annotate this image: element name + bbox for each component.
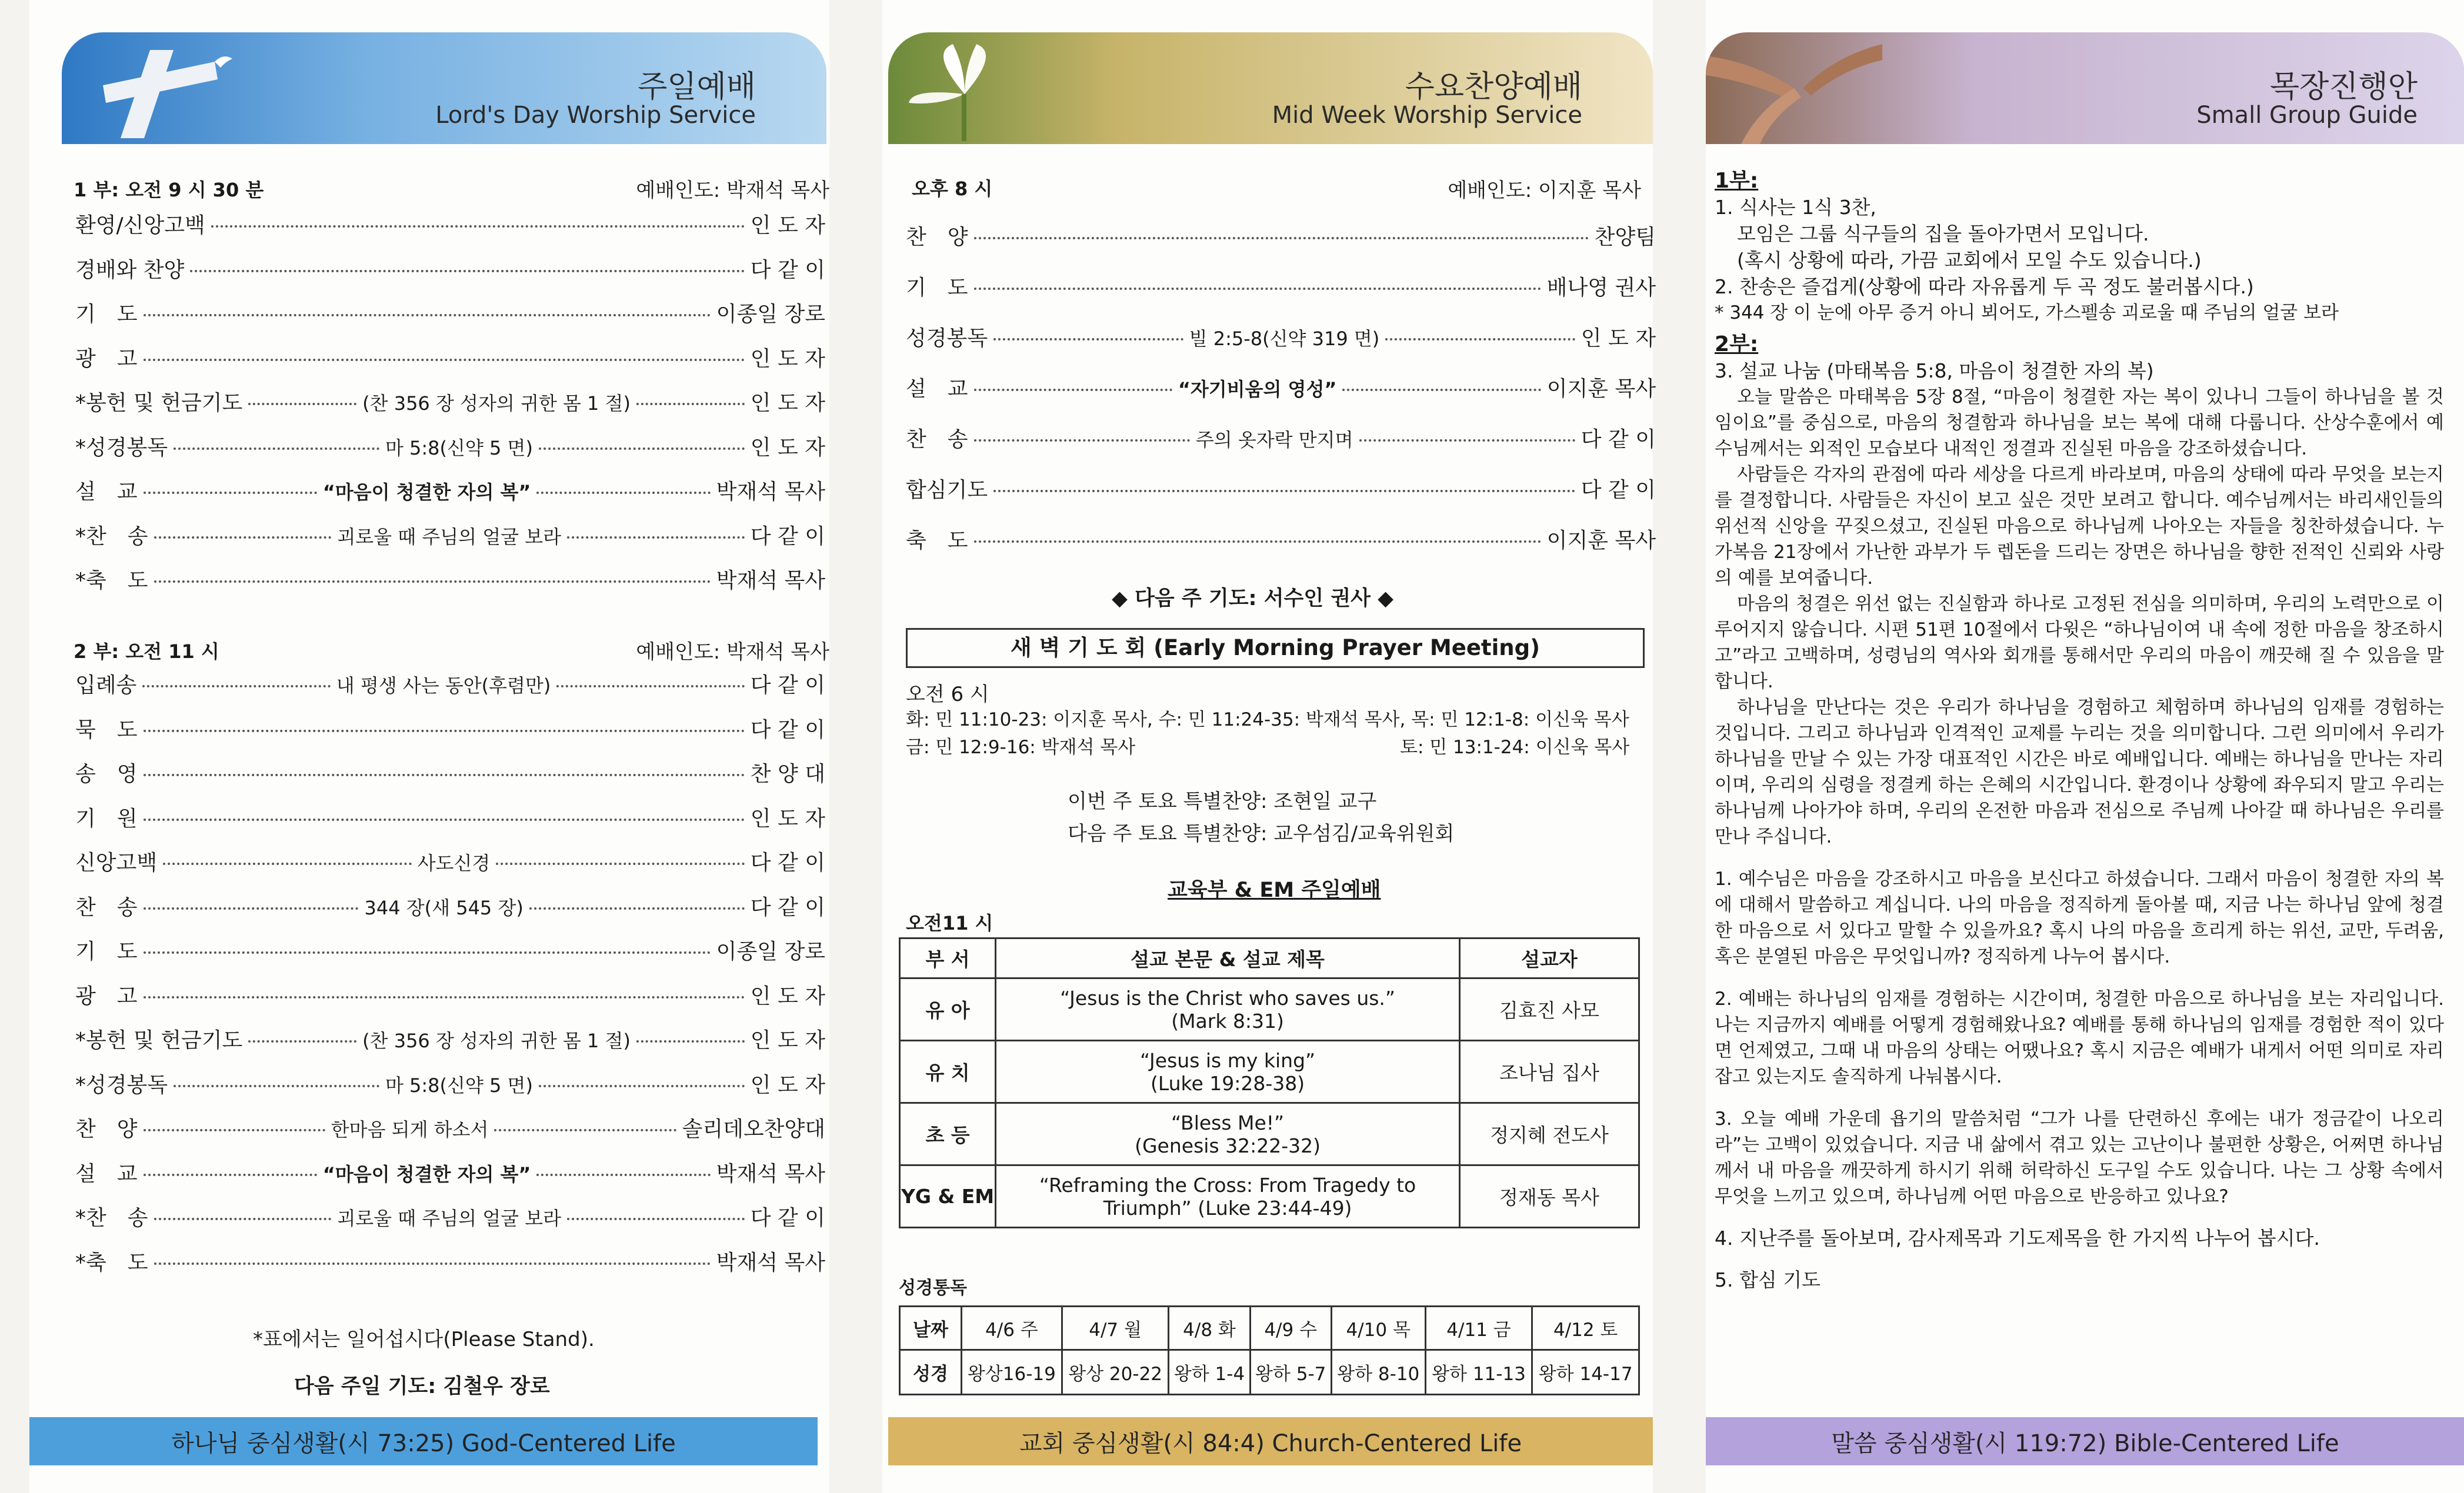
leader-dots	[154, 1262, 711, 1265]
leader-dots	[144, 951, 711, 954]
order-item-detail: 사도신경	[417, 852, 491, 874]
bible-text: 왕하 1-4	[1169, 1350, 1250, 1395]
order-item-label: *축 도	[75, 569, 148, 593]
order-item-person: 다 같 이	[1581, 427, 1656, 452]
order-item-label: 성경봉독	[906, 326, 988, 350]
order-item-label: 신앙고백	[75, 851, 158, 875]
leader-dots	[529, 907, 745, 910]
order-item-label: 기 원	[75, 806, 138, 831]
order-item-label: 설 교	[75, 480, 138, 504]
header-title-en: Lord's Day Worship Service	[435, 102, 756, 129]
dawn-time: 오전 6 시	[906, 683, 989, 706]
leader-dots	[163, 863, 412, 865]
edu-preacher: 정재동 목사	[1460, 1165, 1639, 1228]
order-item-detail: 344 장(새 545 장)	[364, 896, 524, 919]
bible-text: 왕하 8-10	[1331, 1350, 1425, 1395]
order-item-person: 다 같 이	[750, 851, 826, 875]
order-item-label: 찬 송	[906, 427, 968, 452]
bible-date: 4/10 목	[1331, 1307, 1425, 1350]
order-item-person: 이지훈 목사	[1546, 529, 1656, 553]
leader-dots	[211, 225, 745, 228]
bible-reading-title: 성경통독	[899, 1278, 967, 1298]
question-5: 5. 합심 기도	[1715, 1268, 1821, 1291]
order-item-label: *찬 송	[75, 524, 148, 549]
header-title-ko: 수요찬양예배	[1405, 69, 1582, 105]
order-item-detail: 마 5:8(신약 5 면)	[385, 1074, 533, 1097]
bible-text: 왕상 20-22	[1062, 1350, 1169, 1395]
order-item-label: *축 도	[75, 1250, 148, 1275]
order-item	[75, 713, 825, 743]
order-item-detail: 빌 2:5-8(신약 319 면)	[1189, 328, 1380, 350]
leader-dots	[496, 863, 745, 865]
order-item	[75, 1246, 825, 1275]
bible-date: 4/7 월	[1062, 1307, 1169, 1350]
order-item	[906, 524, 1656, 553]
order-item-detail: 내 평생 사는 동안(후렴만)	[336, 674, 551, 697]
order-item-label: 경배와 찬양	[75, 258, 185, 282]
leader-dots	[174, 1085, 379, 1087]
next-prayer: 다음 주일 기도: 김철우 장로	[294, 1375, 550, 1398]
edu-preacher: 조나님 집사	[1460, 1041, 1639, 1103]
part2-heading: 2부:	[1715, 332, 1759, 356]
leader-dots	[993, 490, 1575, 492]
order-item-person: 다 같 이	[750, 717, 825, 742]
table-row	[900, 1103, 1639, 1165]
order-item	[75, 1113, 825, 1142]
leader-dots	[154, 1218, 332, 1220]
leader-dots	[1342, 389, 1541, 391]
edu-sermon-title: “Jesus is the Christ who saves us.”	[1060, 986, 1396, 1010]
edu-sermon-ref: (Genesis 32:22-32)	[1135, 1134, 1321, 1157]
dawn-schedule-line1: 화: 민 11:10-23: 이지훈 목사, 수: 민 11:24-35: 박재석 목사, 목: 민 12:1-8: 이신욱 목사	[906, 709, 1629, 730]
edu-dept: 초 등	[900, 1103, 996, 1165]
edu-sermon-ref: Triumph” (Luke 23:44-49)	[1103, 1196, 1352, 1220]
edu-dept: YG & EM	[900, 1165, 996, 1228]
service2-leader: 예배인도: 박재석 목사	[636, 640, 829, 664]
part1-line4: 2. 찬송은 즐겁게(상황에 따라 자유롭게 두 곡 정도 불러봅시다.)	[1715, 275, 2254, 298]
midweek-time: 오후 8 시	[912, 178, 993, 200]
order-item-label: *봉헌 및 헌금기도	[75, 391, 243, 415]
leader-dots	[974, 540, 1541, 543]
service1-title: 1 부: 오전 9 시 30 분	[74, 179, 264, 201]
order-item-detail: 한마음 되게 하소서	[331, 1118, 489, 1141]
next-week-prayer: ◆ 다음 주 기도: 서수인 권사 ◆	[1112, 587, 1394, 610]
leader-dots	[974, 237, 1589, 239]
order-item	[906, 271, 1656, 300]
order-item-label: 광 고	[75, 346, 138, 371]
table-row	[900, 1165, 1639, 1228]
footer-church-centered: 교회 중심생활(시 84:4) Church-Centered Life	[888, 1417, 1653, 1465]
leader-dots	[144, 907, 359, 910]
order-item	[906, 372, 1656, 402]
bible-text: 왕하 5-7	[1250, 1350, 1331, 1395]
question-4: 4. 지난주를 돌아보며, 감사제목과 기도제목을 한 가지씩 나누어 봅시다.	[1715, 1227, 2320, 1250]
order-item	[75, 342, 825, 372]
order-item-detail: “자기비움의 영성”	[1178, 378, 1337, 400]
leader-dots	[154, 536, 332, 539]
part1-line3: (혹시 상황에 따라, 가끔 교회에서 모일 수도 있습니다.)	[1737, 249, 2202, 272]
leader-dots	[539, 447, 745, 450]
order-item-person: 찬 양 대	[750, 762, 825, 786]
part2-para1: 오늘 말씀은 마태복음 5장 8절, “마음이 청결한 자는 복이 있나니 그들이 하나님을 볼 것임이요”를 중심으로, 마음의 청결함과 하나님을 보는 복에 대해 다룹니다. 산상수훈에서 예수님께서는 외적인 모습보다 내적인 정결과 진실된 마음을 강조하셨습니다.	[1715, 386, 2444, 459]
order-item-label: 찬 송	[75, 895, 138, 920]
question-3: 3. 오늘 예배 가운데 욥기의 말씀처럼 “그가 나를 단련하신 후에는 내가 정금같이 나오리라”는 고백이 있었습니다. 지금 내 삶에서 겪고 있는 고난이나 불편한 상황은, 어쩌면 하나님께서 내 마음을 깨끗하게 하시기 위해 허락하신 도구일 수도 있습니다. 나는 그 상황 속에서 무엇을 느끼고 있으며, 하나님께 어떤 마음으로 반응하고 있나요?	[1715, 1108, 2444, 1207]
edu-header-preacher: 설교자	[1460, 938, 1639, 978]
leader-dots	[494, 1129, 676, 1131]
edu-table	[899, 937, 1640, 1228]
edu-dept: 유 치	[900, 1041, 996, 1103]
leader-dots	[144, 1174, 317, 1176]
order-item	[75, 980, 825, 1009]
order-item	[906, 221, 1656, 250]
leader-dots	[1359, 439, 1575, 442]
order-item	[75, 802, 825, 831]
stand-note: *표에서는 일어섭시다(Please Stand).	[253, 1328, 595, 1351]
part2-para2: 사람들은 각자의 관점에 따라 세상을 다르게 바라보며, 마음의 상태에 따라 무엇을 보는지를 결정합니다. 사람들은 자신이 보고 싶은 것만 보려고 합니다. 예수님께서는 바리새인들의 위선적 신앙을 꾸짖으셨고, 진실된 마음으로 하나님께 나아오는 자들을 칭찬하셨습니다. 누가복음 21장에서 가난한 과부가 두 렙돈을 드리는 장면은 하나님을 향한 전적인 신뢰와 사랑의 예를 보여줍니다.	[1715, 464, 2444, 589]
question-2: 2. 예배는 하나님의 임재를 경험하는 시간이며, 청결한 마음으로 하나님을 보는 자리입니다. 나는 지금까지 예배를 어떻게 경험해왔나요? 예배를 통해 하나님의 임재를 경험한 적이 있다면 언제였고, 그때 내 마음의 상태는 어땠나요? 혹시 지금은 예배가 내게서 어떤 의미로 자리 잡고 있는지도 솔직하게 나눠봅시다.	[1715, 988, 2444, 1087]
edu-title: 교육부 & EM 주일예배	[1168, 879, 1381, 902]
bible-dates-row	[900, 1307, 1639, 1350]
bible-text: 왕하 14-17	[1532, 1350, 1639, 1395]
cross-icon	[79, 38, 232, 144]
part1-line2: 모임은 그룹 식구들의 집을 돌아가면서 모입니다.	[1737, 222, 2149, 245]
header-title-en: Mid Week Worship Service	[1272, 102, 1582, 129]
order-item	[75, 935, 825, 964]
bible-text: 왕상16-19	[962, 1350, 1062, 1395]
order-item-detail: 괴로울 때 주님의 얼굴 보라	[337, 525, 562, 548]
table-row	[900, 978, 1639, 1041]
order-item	[75, 1201, 825, 1231]
edu-sermon-ref: (Mark 8:31)	[1171, 1009, 1284, 1033]
leader-dots	[154, 580, 711, 583]
order-item-person: 인 도 자	[750, 1073, 826, 1097]
order-item-label: 찬 양	[75, 1117, 138, 1141]
order-item-label: *성경봉독	[75, 435, 168, 460]
order-item-detail: 마 5:8(신약 5 면)	[385, 436, 533, 459]
order-item	[75, 757, 825, 787]
leader-dots	[556, 685, 744, 687]
leader-dots	[144, 819, 745, 821]
leader-dots	[636, 1040, 745, 1043]
order-item-person: 박재석 목사	[716, 1250, 825, 1275]
footer-bible-centered: 말씀 중심생활(시 119:72) Bible-Centered Life	[1706, 1417, 2464, 1465]
order-item-person: 인 도 자	[1581, 326, 1656, 350]
order-item	[75, 1024, 825, 1053]
order-item-person: 다 같 이	[750, 1206, 826, 1230]
edu-header-text: 설교 본문 & 설교 제목	[996, 938, 1460, 978]
order-item-person: 인 도 자	[750, 391, 825, 415]
order-item	[75, 209, 825, 238]
order-item	[75, 431, 825, 460]
bible-text: 왕하 11-13	[1425, 1350, 1532, 1395]
leader-dots	[248, 1040, 356, 1043]
edu-sermon	[996, 1165, 1460, 1228]
lily-icon	[900, 41, 1029, 141]
dawn-schedule-line2a: 금: 민 12:9-16: 박재석 목사	[906, 737, 1136, 758]
saturday-special-next: 다음 주 토요 특별찬양: 교우섬김/교육위원회	[1068, 822, 1455, 846]
order-item	[906, 322, 1656, 351]
order-item-label: 입례송	[75, 673, 137, 697]
order-item-person: 이종일 장로	[716, 940, 825, 964]
order-item-label: 묵 도	[75, 717, 138, 742]
order-item-label: 송 영	[75, 762, 138, 786]
part1-line1: 1. 식사는 1식 3찬,	[1715, 196, 1876, 219]
order-item-person: 찬양팀	[1594, 225, 1656, 249]
leader-dots	[636, 403, 745, 405]
order-item-label: 설 교	[75, 1161, 138, 1186]
leader-dots	[974, 288, 1541, 290]
order-item-person: 솔리데오찬양대	[682, 1117, 826, 1141]
order-item-person: 박재석 목사	[716, 569, 825, 593]
order-item-detail: “마음이 청결한 자의 복”	[322, 1163, 531, 1185]
order-item	[75, 298, 825, 327]
order-item	[75, 564, 825, 593]
dawn-prayer-title: 새 벽 기 도 회 (Early Morning Prayer Meeting)	[906, 628, 1645, 668]
leader-dots	[142, 685, 330, 687]
midweek-panel	[882, 0, 1656, 1493]
leader-dots	[174, 447, 379, 450]
leader-dots	[190, 270, 744, 272]
leader-dots	[1385, 338, 1575, 340]
lords-day-header	[62, 32, 826, 144]
small-group-body	[1715, 168, 2444, 1293]
order-item-person: 이종일 장로	[716, 302, 825, 326]
bible-date: 4/9 수	[1250, 1307, 1331, 1350]
order-item-person: 인 도 자	[750, 213, 825, 238]
order-item-label: *봉헌 및 헌금기도	[75, 1028, 243, 1053]
order-item-detail: 괴로울 때 주님의 얼굴 보라	[337, 1207, 562, 1230]
order-item-label: 기 도	[75, 302, 138, 326]
order-item-person: 박재석 목사	[716, 480, 825, 504]
order-item-person: 다 같 이	[1581, 478, 1656, 502]
order-item-person: 다 같 이	[750, 524, 826, 549]
leader-dots	[144, 774, 745, 776]
edu-sermon-ref: (Luke 19:28-38)	[1150, 1071, 1305, 1095]
bible-date: 4/12 토	[1532, 1307, 1639, 1350]
leader-dots	[993, 338, 1183, 340]
order-item	[75, 1157, 825, 1187]
edu-sermon	[996, 1041, 1460, 1103]
order-item	[75, 386, 825, 416]
edu-preacher: 김효진 사모	[1460, 978, 1639, 1041]
leader-dots	[567, 1218, 745, 1220]
leader-dots	[144, 996, 745, 998]
part1-line5: * 344 장 이 눈에 아무 증거 아니 뵈어도, 가스펠송 괴로울 때 주님의 얼굴 보라	[1715, 302, 2339, 323]
order-item	[75, 1068, 825, 1098]
order-item-detail: (찬 356 장 성자의 귀한 몸 1 절)	[362, 1030, 631, 1052]
bible-reading-table	[899, 1305, 1640, 1395]
leader-dots	[974, 389, 1172, 391]
order-item-label: 기 도	[75, 940, 138, 964]
order-item-person: 이지훈 목사	[1546, 377, 1656, 401]
midweek-leader: 예배인도: 이지훈 목사	[1448, 179, 1641, 202]
edu-sermon-title: “Jesus is my king”	[1139, 1048, 1316, 1072]
footer-god-centered: 하나님 중심생활(시 73:25) God-Centered Life	[29, 1417, 818, 1465]
order-item	[75, 520, 825, 549]
edu-time: 오전11 시	[906, 912, 993, 934]
order-item	[75, 891, 825, 920]
small-group-header	[1706, 32, 2464, 144]
part2-line1: 3. 설교 나눔 (마태복음 5:8, 마음이 청결한 자의 복)	[1715, 359, 2154, 382]
leader-dots	[144, 314, 711, 316]
leader-dots	[248, 403, 356, 405]
service2-title: 2 부: 오전 11 시	[74, 640, 219, 663]
order-item-person: 박재석 목사	[716, 1161, 825, 1186]
order-item	[75, 253, 825, 283]
order-item-person: 다 같 이	[750, 673, 825, 697]
order-item-person: 인 도 자	[750, 435, 826, 460]
hands-icon	[1706, 32, 1882, 144]
leader-dots	[567, 536, 745, 539]
edu-sermon	[996, 978, 1460, 1041]
question-1: 1. 예수님은 마음을 강조하시고 마음을 보신다고 하셨습니다. 그래서 마음이 청결한 자의 복에 대해서 말씀하고 계십니다. 나의 마음을 정직하게 돌아볼 때, 지금 나는 하나님 앞에 청결한 마음으로 서 있다고 말할 수 있을까요? 혹시 나의 마음을 흐리게 하는 위선, 교만, 두려움, 혹은 분열된 마음은 무엇입니까? 정직하게 나누어 봅시다.	[1715, 869, 2444, 967]
order-item-label: 축 도	[906, 529, 968, 553]
order-item	[75, 846, 825, 876]
order-item-person: 다 같 이	[750, 895, 826, 920]
service1-leader: 예배인도: 박재석 목사	[636, 179, 829, 202]
order-item-person: 인 도 자	[750, 346, 825, 371]
order-item-label: *성경봉독	[75, 1073, 168, 1097]
edu-header-dept: 부 서	[900, 938, 996, 978]
order-item-label: 기 도	[906, 276, 968, 300]
header-title-ko: 목장진행안	[2269, 69, 2418, 105]
order-item	[75, 475, 825, 505]
saturday-special-this: 이번 주 토요 특별찬양: 조현일 교구	[1068, 790, 1377, 813]
leader-dots	[536, 492, 710, 494]
order-item-label: 합심기도	[906, 478, 988, 502]
order-item-person: 인 도 자	[750, 1028, 825, 1053]
header-title-ko: 주일예배	[638, 69, 756, 105]
midweek-header	[888, 32, 1653, 144]
leader-dots	[144, 1129, 325, 1131]
part1-heading: 1부:	[1715, 169, 1759, 193]
bible-date: 4/11 금	[1425, 1307, 1532, 1350]
order-item-person: 인 도 자	[750, 806, 825, 831]
order-item-detail: (찬 356 장 성자의 귀한 몸 1 절)	[362, 392, 631, 415]
order-item-label: 찬 양	[906, 225, 968, 249]
table-row	[900, 1041, 1639, 1103]
bible-texts-label: 성경	[900, 1350, 962, 1395]
edu-dept: 유 아	[900, 978, 996, 1041]
dawn-schedule-line2b: 토: 민 13:1-24: 이신욱 목사	[1400, 737, 1630, 758]
edu-sermon	[996, 1103, 1460, 1165]
header-title-en: Small Group Guide	[2196, 102, 2418, 129]
edu-sermon-title: “Reframing the Cross: From Tragedy to	[1039, 1173, 1416, 1197]
order-item-label: *찬 송	[75, 1206, 148, 1230]
order-item-label: 환영/신앙고백	[75, 213, 205, 238]
lords-day-panel	[29, 0, 829, 1493]
order-item-detail: “마음이 청결한 자의 복”	[322, 481, 531, 503]
order-item	[75, 669, 825, 698]
edu-sermon-title: “Bless Me!”	[1171, 1111, 1285, 1134]
order-item-person: 배나영 권사	[1546, 276, 1656, 300]
order-item-detail: 주의 옷자락 만지며	[1195, 429, 1353, 451]
leader-dots	[974, 439, 1190, 442]
leader-dots	[539, 1085, 745, 1087]
order-item	[906, 473, 1656, 503]
order-item-person: 다 같 이	[750, 258, 825, 282]
edu-preacher: 정지혜 전도사	[1460, 1103, 1639, 1165]
order-item-person: 인 도 자	[750, 984, 825, 1008]
leader-dots	[144, 492, 317, 494]
order-item	[906, 423, 1656, 452]
part2-para4: 하나님을 만난다는 것은 우리가 하나님을 경험하고 체험하며 하나님의 임재를 경험하는 것입니다. 그리고 하나님과 인격적인 교제를 누리는 것을 의미합니다. 그런 의미에서 우리가 하나님을 만날 수 있는 가장 대표적인 시간은 바로 예배입니다. 예배는 하나님을 만나는 자리이며, 우리의 심령을 정결케 하는 은혜의 시간입니다. 환경이나 상황에 좌우되지 말고 우리는 하나님께 나아가야 하며, 우리의 온전한 마음과 전심으로 주님께 나아갈 때 하나님은 우리를 만나 주십니다.	[1715, 697, 2444, 847]
order-item-label: 설 교	[906, 377, 968, 401]
order-item-label: 광 고	[75, 984, 138, 1008]
leader-dots	[144, 359, 745, 361]
bible-dates-label: 날짜	[900, 1307, 962, 1350]
bible-date: 4/6 주	[962, 1307, 1062, 1350]
bible-texts-row	[900, 1350, 1639, 1395]
leader-dots	[144, 730, 745, 732]
leader-dots	[536, 1174, 710, 1176]
bible-date: 4/8 화	[1169, 1307, 1250, 1350]
part2-para3: 마음의 청결은 위선 없는 진실함과 하나로 고정된 전심을 의미하며, 우리의 노력만으로 이루어지지 않습니다. 시편 51편 10절에서 다윗은 “하나님이여 내 속에 정한 마음을 창조하시고”라고 고백하며, 성령님의 역사와 회개를 통해서만 우리의 마음이 깨끗해 질 수 있음을 말합니다.	[1715, 593, 2444, 692]
